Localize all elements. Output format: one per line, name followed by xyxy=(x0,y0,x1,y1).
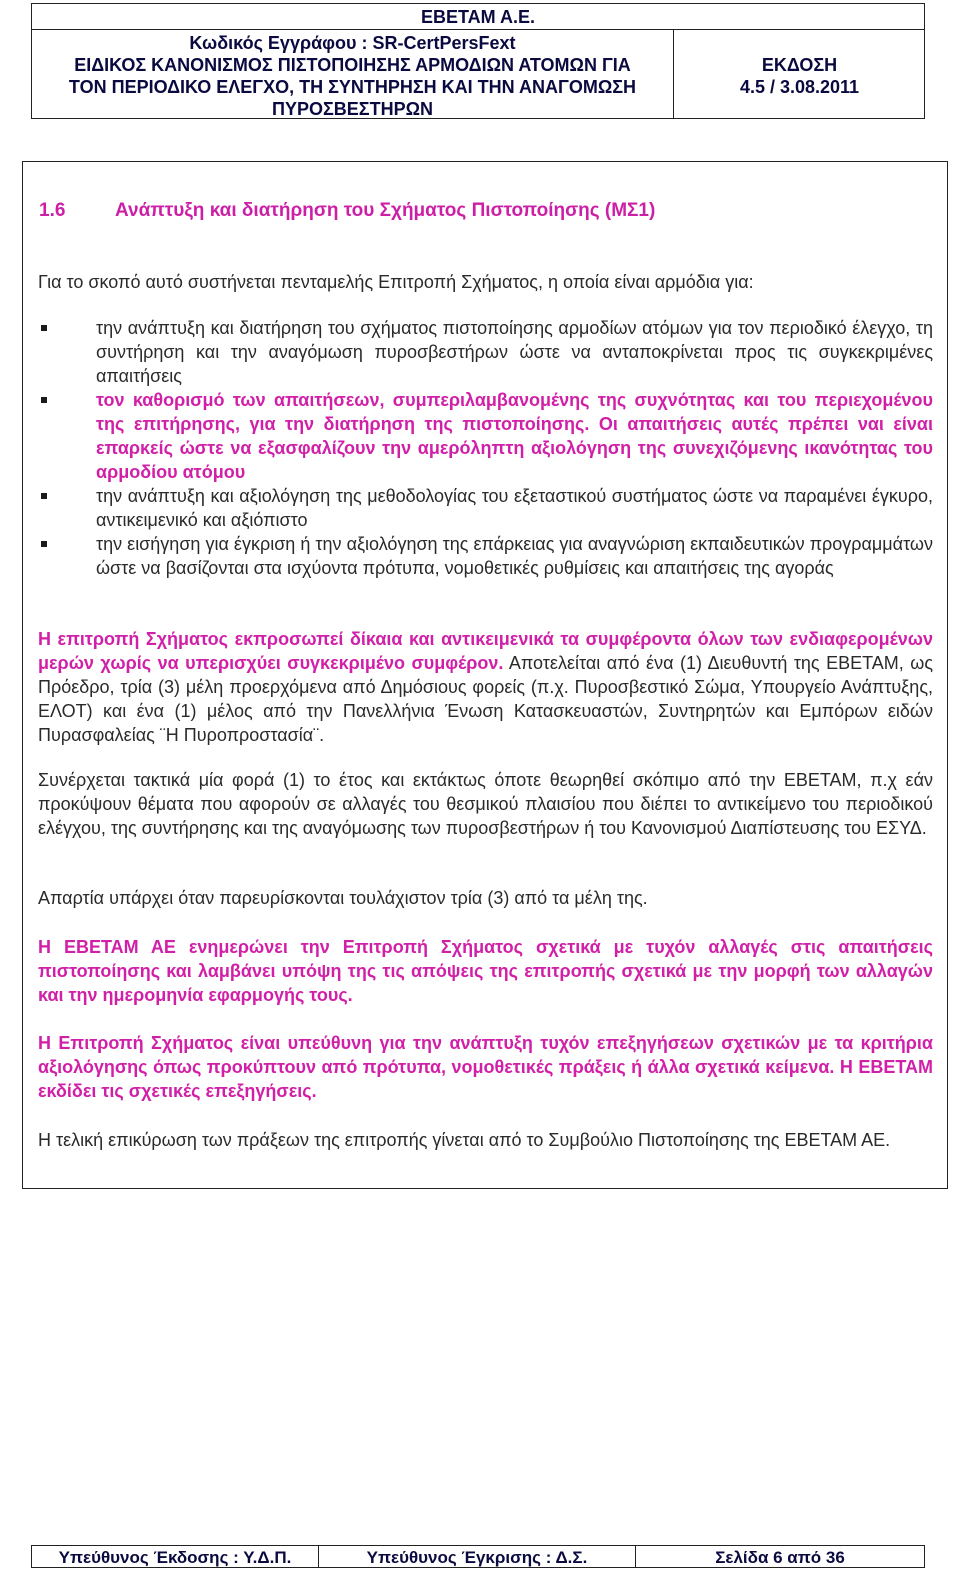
document-code: Κωδικός Εγγράφου : SR-CertPersFext xyxy=(189,33,516,53)
section-number: 1.6 xyxy=(39,200,66,221)
document-header xyxy=(31,3,925,119)
document-title-line-1: ΕΙΔΙΚΟΣ ΚΑΝΟΝΙΣΜΟΣ ΠΙΣΤΟΠΟΙΗΣΗΣ ΑΡΜΟΔΙΩΝ ΑΤΟΜΩΝ ΓΙΑ xyxy=(74,55,631,75)
quorum-paragraph: Απαρτία υπάρχει όταν παρευρίσκονται τουλάχιστον τρία (3) από τα μέλη της. xyxy=(38,888,648,908)
company-name: ΕΒΕΤΑΜ Α.Ε. xyxy=(32,4,924,30)
final-validation-paragraph: Η τελική επικύρωση των πράξεων της επιτροπής γίνεται από το Συμβούλιο Πιστοποίησης της ΕΒΕΤΑΜ ΑΕ. xyxy=(38,1130,891,1150)
section-title: Ανάπτυξη και διατήρηση του Σχήματος Πιστοποίησης (ΜΣ1) xyxy=(115,200,656,221)
document-title-line-2: ΤΟΝ ΠΕΡΙΟΔΙΚΟ ΕΛΕΓΧΟ, ΤΗ ΣΥΝΤΗΡΗΣΗ ΚΑΙ ΤΗΝ ΑΝΑΓΟΜΩΣΗ xyxy=(68,77,637,97)
list-item: την ανάπτυξη και αξιολόγηση της μεθοδολογίας του εξεταστικού συστήματος ώστε να παραμένει έγκυρο, αντικειμενικό και αξιόπιστο xyxy=(38,484,933,532)
document-footer xyxy=(31,1545,925,1568)
section-heading xyxy=(39,200,655,222)
edition-label: ΕΚΔΟΣΗ xyxy=(761,55,838,75)
responsibilities-list xyxy=(38,316,933,580)
clarifications-paragraph: Η Επιτροπή Σχήματος είναι υπεύθυνη για την ανάπτυξη τυχόν επεξηγήσεων σχετικών με τα κριτήρια αξιολόγησης όπως προκύπτουν από πρότυπα, νομοθετικές πράξεις ή άλλα σχετικά κείμενα. Η ΕΒΕΤΑΜ εκδίδει τις σχετικές επεξηγήσεις. xyxy=(38,1033,933,1101)
edition-value: 4.5 / 3.08.2011 xyxy=(739,77,860,97)
bullet-square-icon xyxy=(41,541,47,547)
approver-cell: Υπεύθυνος Έγκρισης : Δ.Σ. xyxy=(319,1546,636,1567)
committee-composition-paragraph: Η επιτροπή Σχήματος εκπροσωπεί δίκαια και αντικειμενικά τα συμφέροντα όλων των ενδιαφερομένων μερών χωρίς να υπερισχύει συγκεκριμένο συμφέρον. Αποτελείται από ένα (1) Διευθυντή της ΕΒΕΤΑΜ, ως Πρόεδρο, τρία (3) μέλη προερχόμενα από Δημόσιους φορείς (π.χ. Πυροσβεστικό Σώμα, Υπουργείο Ανάπτυξης, ΕΛΟΤ) και ένα (1) μέλος από την Πανελλήνια Ένωση Κατασκευαστών, Συντηρητών και Εμπόρων ειδών Πυρασφαλείας ¨Η Πυροπροστασία¨. xyxy=(38,629,933,745)
bullet-square-icon xyxy=(41,493,47,499)
changes-notification-paragraph: Η ΕΒΕΤΑΜ ΑΕ ενημερώνει την Επιτροπή Σχήματος σχετικά με τυχόν αλλαγές στις απαιτήσεις πιστοποίησης και λαμβάνει υπόψη της τις απόψεις της επιτροπής σχετικά με την μορφή των αλλαγών και την ημερομηνία εφαρμογής τους. xyxy=(38,937,933,1005)
list-item: την εισήγηση για έγκριση ή την αξιολόγηση της επάρκειας για αναγνώριση εκπαιδευτικών προγραμμάτων ώστε να βασίζονται στα ισχύοντα πρότυπα, νομοθετικές ρυθμίσεις και απαιτήσεις της αγοράς xyxy=(38,532,933,580)
intro-paragraph: Για το σκοπό αυτό συστήνεται πενταμελής Επιτροπή Σχήματος, η οποία είναι αρμόδια για: xyxy=(38,272,754,292)
meeting-frequency-paragraph: Συνέρχεται τακτικά μία φορά (1) το έτος και εκτάκτως όποτε θεωρηθεί σκόπιμο από την ΕΒΕΤΑΜ, π.χ εάν προκύψουν θέματα που αφορούν σε αλλαγές του θεσμικού πλαισίου που διέπει το αντικείμενο του περιοδικού ελέγχου, της συντήρησης και της αναγόμωσης των πυροσβεστήρων ή του Κανονισμού Διαπίστευσης του ΕΣΥΔ. xyxy=(38,770,933,838)
section-content-box xyxy=(22,161,948,1189)
list-item: τον καθορισμό των απαιτήσεων, συμπεριλαμβανομένης της συχνότητας και του περιεχομένου της επιτήρησης, για την διατήρηση της πιστοποίησης. Οι απαιτήσεις αυτές πρέπει ναι είναι επαρκείς ώστε να εξασφαλίζουν την αμερόληπτη αξιολόγηση της συνεχιζόμενης ικανότητας του αρμοδίου ατόμου xyxy=(38,388,933,484)
bullet-square-icon xyxy=(41,397,47,403)
header-title-cell xyxy=(32,29,674,118)
page-number: Σελίδα 6 από 36 xyxy=(715,1548,845,1567)
document-title-line-3: ΠΥΡΟΣΒΕΣΤΗΡΩΝ xyxy=(271,99,434,119)
list-item: την ανάπτυξη και διατήρηση του σχήματος πιστοποίησης αρμοδίων ατόμων για τον περιοδικό έλεγχο, τη συντήρηση και την αναγόμωση πυροσβεστήρων ώστε να ανταποκρίνεται προς τις συγκεκριμένες απαιτήσεις xyxy=(38,316,933,388)
bullet-square-icon xyxy=(41,325,47,331)
header-edition-cell xyxy=(675,29,924,118)
issuer-cell: Υπεύθυνος Έκδοσης : Υ.Δ.Π. xyxy=(32,1546,319,1567)
